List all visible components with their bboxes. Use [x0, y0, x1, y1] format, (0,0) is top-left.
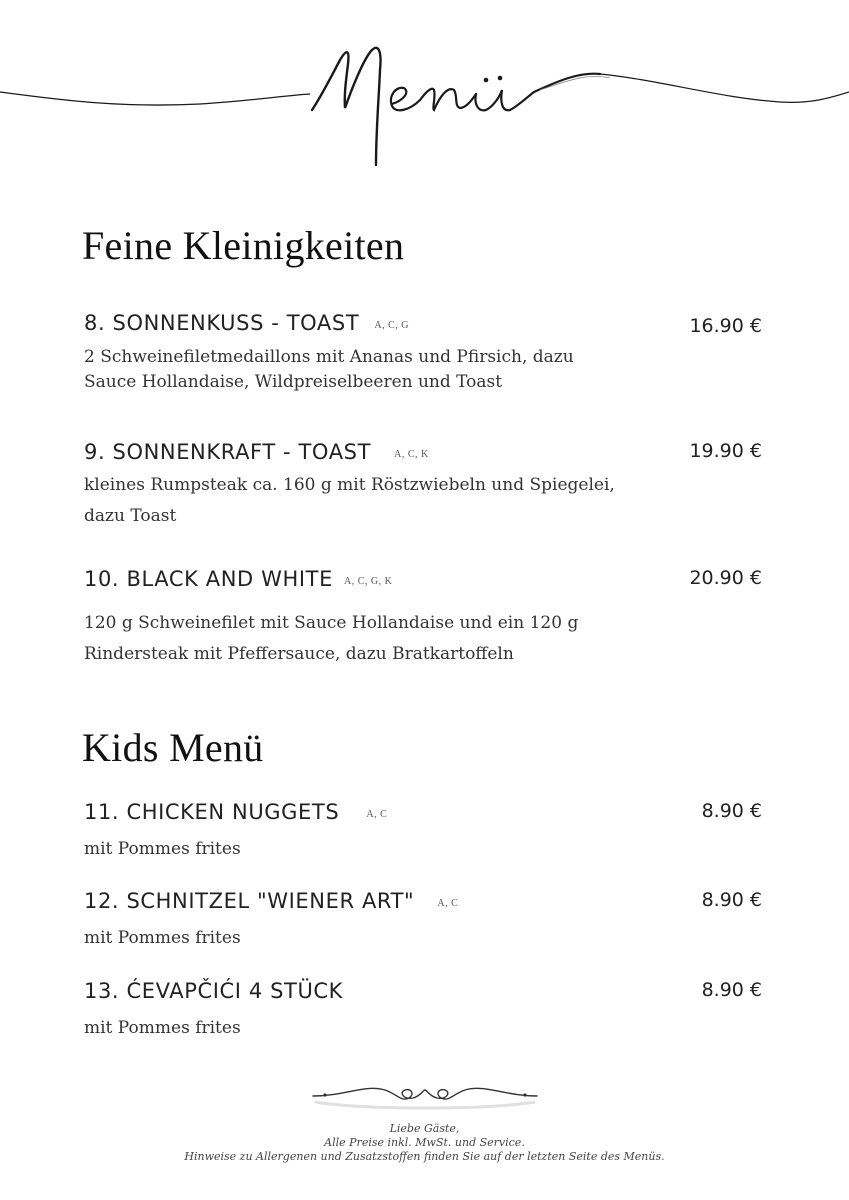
section-title-feine-kleinigkeiten: Feine Kleinigkeiten	[82, 223, 405, 268]
allergen-codes: A, C, G	[374, 320, 409, 331]
item-description	[84, 925, 764, 951]
item-price: 8.90 €	[701, 889, 762, 911]
description-line: kleines Rumpsteak ca. 160 g mit Röstzwiebeln und Spiegelei,	[84, 475, 615, 495]
menu-item-10	[84, 567, 764, 670]
item-description	[84, 345, 764, 395]
item-description	[84, 1015, 764, 1041]
menu-item-11	[84, 800, 764, 862]
description-line: Rindersteak mit Pfeffersauce, dazu Bratkartoffeln	[84, 644, 514, 664]
description-line: 2 Schweinefiletmedaillons mit Ananas und Pfirsich, dazu	[84, 347, 574, 367]
item-name: 8. SONNENKUSS - TOAST	[84, 311, 360, 335]
item-price: 16.90 €	[689, 315, 762, 337]
allergen-codes: A, C	[366, 809, 388, 820]
ornament-divider-icon	[305, 1080, 545, 1116]
item-description	[84, 470, 764, 532]
menu-title-logo	[0, 0, 849, 190]
item-name: 12. SCHNITZEL "WIENER ART"	[84, 889, 415, 913]
item-price: 19.90 €	[689, 440, 762, 462]
item-name: 13. ĆEVAPČIĆI 4 STÜCK	[84, 979, 344, 1003]
item-name: 10. BLACK AND WHITE	[84, 567, 333, 591]
item-price: 8.90 €	[701, 800, 762, 822]
section-title-kids-menu: Kids Menü	[82, 725, 264, 770]
description-line: mit Pommes frites	[84, 839, 241, 859]
item-name: 9. SONNENKRAFT - TOAST	[84, 440, 372, 464]
description-line: 120 g Schweinefilet mit Sauce Hollandaise und ein 120 g	[84, 613, 579, 633]
footer-line-prices: Alle Preise inkl. MwSt. und Service.	[324, 1136, 525, 1149]
footer-line-greeting: Liebe Gäste,	[389, 1122, 460, 1135]
description-line: mit Pommes frites	[84, 928, 241, 948]
menu-item-9	[84, 440, 764, 532]
item-description	[84, 608, 764, 670]
description-line: mit Pommes frites	[84, 1018, 241, 1038]
allergen-codes: A, C, K	[394, 449, 429, 460]
description-line: dazu Toast	[84, 506, 177, 526]
menu-item-12	[84, 889, 764, 951]
item-price: 8.90 €	[701, 979, 762, 1001]
item-description	[84, 836, 764, 862]
footer-line-allergens: Hinweise zu Allergenen und Zusatzstoffen finden Sie auf der letzten Seite des Menüs.	[184, 1150, 665, 1163]
footer-note	[0, 1122, 849, 1164]
menu-item-8	[84, 311, 764, 395]
item-price: 20.90 €	[689, 567, 762, 589]
item-name: 11. CHICKEN NUGGETS	[84, 800, 340, 824]
allergen-codes: A, C	[437, 898, 459, 909]
description-line: Sauce Hollandaise, Wildpreiselbeeren und Toast	[84, 372, 503, 392]
menu-item-13	[84, 979, 764, 1041]
allergen-codes: A, C, G, K	[344, 576, 393, 587]
